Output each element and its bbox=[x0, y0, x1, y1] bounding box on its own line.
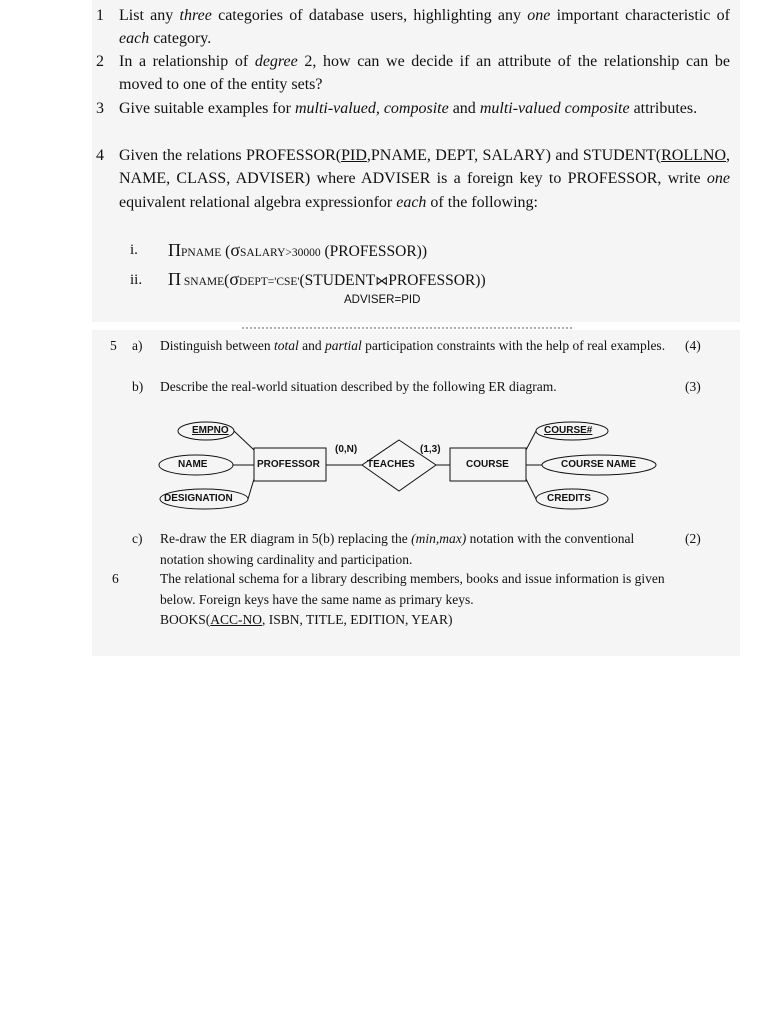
question-text: List any three categories of database users, highlighting any one important characteristic of each category. bbox=[119, 7, 731, 48]
cardinality-course: (1,3) bbox=[420, 444, 441, 455]
sub-question-label: c) bbox=[132, 531, 143, 546]
question-number: 4 bbox=[96, 147, 104, 164]
question-number: 6 bbox=[112, 571, 119, 586]
question-number: 5 bbox=[110, 338, 117, 353]
expression-label-i: i. bbox=[130, 242, 138, 258]
exam-sheet-part-2 bbox=[92, 330, 740, 656]
primary-key-pid: PID bbox=[341, 147, 367, 164]
question-text: In a relationship of degree 2, how can we decide if an attribute of the relationship can be moved to one of the entity sets? bbox=[119, 53, 730, 94]
cardinality-professor: (0,N) bbox=[335, 444, 358, 455]
relational-algebra-expression-i: ΠPNAME (σSALARY>30000 (PROFESSOR)) bbox=[168, 240, 427, 260]
question-text: Re-draw the ER diagram in 5(b) replacing the (min,max) notation with the conventional notation showing cardinality and participation. bbox=[160, 531, 635, 567]
entity-professor: PROFESSOR bbox=[257, 459, 320, 470]
entity-course: COURSE bbox=[466, 459, 509, 470]
join-condition: ADVISER=PID bbox=[344, 294, 421, 306]
cut-off-text-line bbox=[242, 327, 572, 334]
attribute-course-number: COURSE# bbox=[544, 425, 593, 436]
attribute-name: NAME bbox=[178, 459, 208, 470]
question-text: Distinguish between total and partial participation constraints with the help of real examples. bbox=[160, 338, 666, 353]
attribute-credits: CREDITS bbox=[547, 493, 591, 504]
marks: (4) bbox=[685, 338, 701, 353]
expression-label-ii: ii. bbox=[130, 272, 143, 288]
question-number: 2 bbox=[96, 53, 104, 70]
question-text: Give suitable examples for multi-valued, composite and multi-valued composite attributes. bbox=[119, 100, 698, 117]
attribute-course-name: COURSE NAME bbox=[561, 459, 637, 470]
marks: (2) bbox=[685, 531, 701, 546]
attribute-designation: DESIGNATION bbox=[164, 493, 233, 504]
exam-sheet-part-1 bbox=[92, 0, 740, 322]
relational-algebra-expression-ii: Π SNAME(σDEPT='CSE'(STUDENT⋈PROFESSOR)) bbox=[168, 269, 486, 289]
question-text: Describe the real-world situation described by the following ER diagram. bbox=[160, 379, 557, 394]
er-diagram bbox=[152, 414, 672, 514]
question-number: 3 bbox=[96, 100, 104, 117]
question-text: Given the relations PROFESSOR(PID,PNAME, DEPT, SALARY) and STUDENT(ROLLNO, NAME, CLASS, ADVISER) where ADVISER is a foreign key to PROFESSOR, write one equivalent relational algebra expressionfor each of the following: bbox=[119, 147, 730, 211]
primary-key-acc-no: ACC-NO bbox=[210, 612, 263, 627]
attribute-empno: EMPNO bbox=[192, 425, 229, 436]
marks: (3) bbox=[685, 379, 701, 394]
relationship-teaches: TEACHES bbox=[367, 459, 415, 470]
question-number: 1 bbox=[96, 7, 104, 24]
primary-key-rollno: ROLLNO bbox=[661, 147, 726, 164]
sub-question-label: b) bbox=[132, 379, 144, 394]
sub-question-label: a) bbox=[132, 338, 143, 353]
question-text: The relational schema for a library describing members, books and issue information is given below. Foreign keys have the same name as primary keys. BOOKS(ACC-NO, ISBN, TITLE, EDITION, YEAR) bbox=[160, 571, 665, 627]
natural-join-symbol: ⋈ bbox=[375, 273, 389, 288]
